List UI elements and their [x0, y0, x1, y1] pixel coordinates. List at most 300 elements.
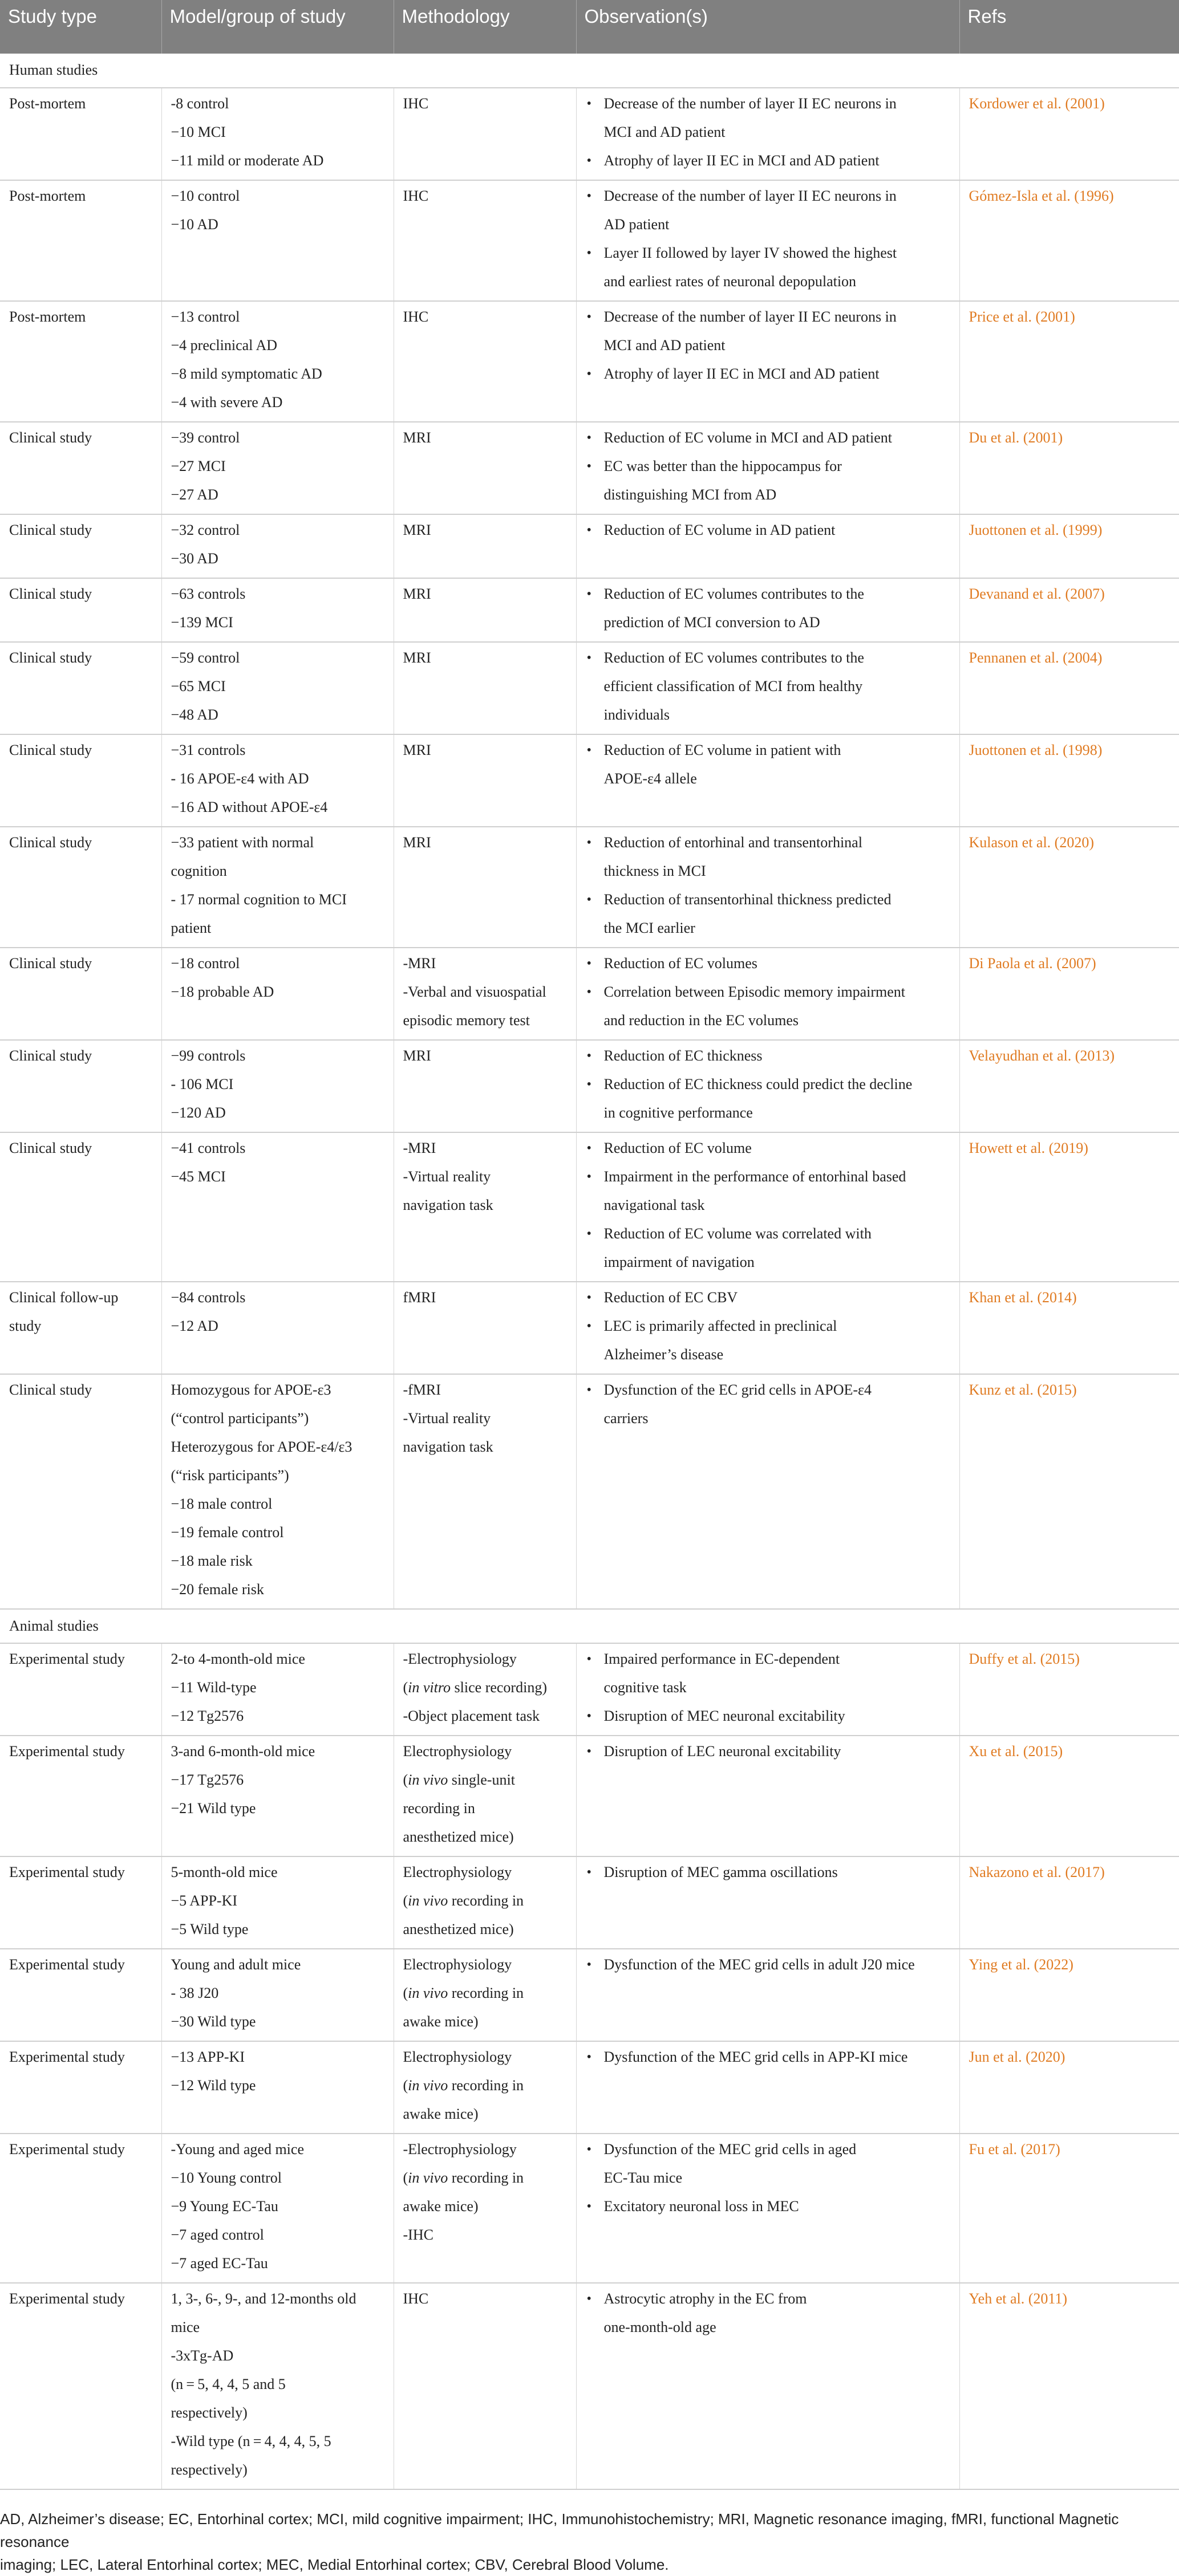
methodology-cell	[394, 734, 576, 827]
observation-line: Decrease of the number of layer II EC neurons in	[603, 308, 897, 325]
methodology-line: (in vivo recording in	[403, 2077, 524, 2094]
model-cell	[161, 2283, 394, 2489]
methodology-line: -Virtual reality	[403, 1410, 491, 1427]
model-line: −16 AD without APOE-ε4	[171, 799, 328, 815]
table-header	[0, 0, 1179, 54]
model-line: −31 controls	[171, 742, 246, 758]
model-line: −33 patient with normal	[171, 834, 314, 851]
observations-cell	[576, 948, 959, 1040]
methodology-cell	[394, 1282, 576, 1374]
table-row	[0, 1132, 1179, 1282]
methodology-line: IHC	[403, 95, 429, 112]
refs-cell	[959, 734, 1179, 827]
model-line: −7 aged control	[171, 2226, 264, 2243]
study-type-cell	[0, 827, 161, 948]
methodology-cell	[394, 2283, 576, 2489]
reference-link[interactable]: Juottonen et al. (1999)	[969, 522, 1103, 538]
model-line: −63 controls	[171, 586, 246, 602]
observation-item	[586, 1951, 950, 1979]
methodology-line: -Electrophysiology	[403, 2141, 517, 2157]
observation-line: Reduction of EC volumes	[603, 955, 757, 972]
study-type-cell	[0, 88, 161, 180]
table-row	[0, 948, 1179, 1040]
reference-link[interactable]: Kunz et al. (2015)	[969, 1382, 1077, 1398]
model-line: −10 Young control	[171, 2169, 282, 2186]
observation-line: Reduction of EC thickness	[603, 1047, 763, 1064]
refs-cell	[959, 1040, 1179, 1132]
model-line: 3-and 6-month-old mice	[171, 1743, 315, 1760]
model-line: −10 MCI	[171, 124, 226, 140]
methodology-cell	[394, 2134, 576, 2283]
observation-line: Atrophy of layer II EC in MCI and AD patient	[603, 365, 880, 382]
observation-line: Reduction of EC volume in patient with	[603, 742, 841, 758]
table-row	[0, 734, 1179, 827]
observation-line: MCI and AD patient	[603, 337, 726, 354]
model-line: −59 control	[171, 649, 240, 666]
refs-cell	[959, 180, 1179, 301]
study-type-line: Clinical study	[9, 1140, 92, 1156]
model-line: −30 Wild type	[171, 2013, 256, 2030]
bullet-icon: •	[586, 1141, 591, 1156]
observation-line: Dysfunction of the MEC grid cells in aged	[603, 2141, 857, 2157]
observation-item	[586, 978, 950, 1035]
study-type-line: Clinical study	[9, 429, 92, 446]
methodology-cell	[394, 1374, 576, 1609]
methodology-line: -MRI	[403, 955, 436, 972]
refs-cell	[959, 301, 1179, 422]
bullet-icon: •	[586, 367, 591, 381]
observation-line: Reduction of transentorhinal thickness predicted	[603, 891, 892, 908]
model-line: −32 control	[171, 522, 240, 538]
model-cell	[161, 422, 394, 514]
observation-line: Decrease of the number of layer II EC neurons in	[603, 95, 897, 112]
table-row	[0, 422, 1179, 514]
observation-line: navigational task	[603, 1197, 705, 1213]
methodology-line: -Verbal and visuospatial	[403, 984, 546, 1000]
observation-list	[586, 182, 950, 296]
study-type-line: Experimental study	[9, 1743, 125, 1760]
study-type-cell	[0, 1856, 161, 1949]
model-line: -8 control	[171, 95, 229, 112]
model-line: −21 Wild type	[171, 1800, 256, 1817]
reference-link[interactable]: Xu et al. (2015)	[969, 1743, 1063, 1760]
header-study-type: Study type	[0, 0, 161, 54]
study-type-line: Clinical follow-up	[9, 1289, 119, 1306]
observation-list	[586, 303, 950, 388]
model-line: −19 female control	[171, 1524, 284, 1541]
observation-item	[586, 580, 950, 637]
refs-cell	[959, 2134, 1179, 2283]
refs-cell	[959, 2041, 1179, 2134]
bullet-icon: •	[586, 523, 591, 538]
model-cell	[161, 180, 394, 301]
methodology-cell	[394, 1949, 576, 2041]
bullet-icon: •	[586, 2050, 591, 2065]
observation-item	[586, 644, 950, 729]
observation-list	[586, 736, 950, 793]
reference-link[interactable]: Yeh et al. (2011)	[969, 2290, 1068, 2307]
model-line: cognition	[171, 863, 227, 879]
methodology-line: anesthetized mice)	[403, 1829, 514, 1845]
refs-cell	[959, 1643, 1179, 1736]
model-cell	[161, 1736, 394, 1856]
methodology-line: IHC	[403, 188, 429, 204]
observation-line: one-month-old age	[603, 2319, 716, 2335]
model-cell	[161, 2134, 394, 2283]
observation-item	[586, 303, 950, 360]
model-line: Heterozygous for APOE-ε4/ε3	[171, 1439, 353, 1455]
observation-item	[586, 424, 950, 452]
study-type-line: Clinical study	[9, 522, 92, 538]
observation-line: in cognitive performance	[603, 1104, 753, 1121]
observation-list	[586, 1645, 950, 1730]
bullet-icon: •	[586, 587, 591, 602]
model-line: −65 MCI	[171, 678, 226, 694]
table-row	[0, 1040, 1179, 1132]
model-line: −5 Wild type	[171, 1921, 249, 1937]
observations-cell	[576, 734, 959, 827]
refs-cell	[959, 88, 1179, 180]
reference-link[interactable]: Jun et al. (2020)	[969, 2049, 1065, 2065]
study-type-line: Experimental study	[9, 2290, 125, 2307]
methodology-line: Electrophysiology	[403, 1956, 512, 1973]
table-row	[0, 1736, 1179, 1856]
observation-line: and earliest rates of neuronal depopulation	[603, 273, 857, 290]
observations-cell	[576, 642, 959, 734]
model-line: - 17 normal cognition to MCI	[171, 891, 347, 908]
model-line: −18 control	[171, 955, 240, 972]
table-row	[0, 1374, 1179, 1609]
model-line: −139 MCI	[171, 614, 233, 631]
observation-list	[586, 1951, 950, 1979]
observation-line: Correlation between Episodic memory impairment	[603, 984, 906, 1000]
observation-line: the MCI earlier	[603, 920, 695, 936]
model-line: 5-month-old mice	[171, 1864, 278, 1880]
refs-cell	[959, 514, 1179, 578]
methodology-line: -Object placement task	[403, 1708, 540, 1724]
study-type-cell	[0, 2134, 161, 2283]
methodology-line: IHC	[403, 308, 429, 325]
observation-item	[586, 1283, 950, 1312]
observation-list	[586, 580, 950, 637]
observation-list	[586, 1042, 950, 1127]
refs-cell	[959, 642, 1179, 734]
methodology-line: awake mice)	[403, 2198, 479, 2215]
observation-list	[586, 1376, 950, 1433]
methodology-line: anesthetized mice)	[403, 1921, 514, 1937]
section-row	[0, 1609, 1179, 1643]
methodology-line: Electrophysiology	[403, 1743, 512, 1760]
model-line: 1, 3-, 6-, 9-, and 12-months old	[171, 2290, 356, 2307]
bullet-icon: •	[586, 246, 591, 261]
reference-link[interactable]: Fu et al. (2017)	[969, 2141, 1060, 2157]
model-line: −12 AD	[171, 1318, 218, 1334]
observation-line: EC was better than the hippocampus for	[603, 458, 842, 474]
observations-cell	[576, 578, 959, 642]
observations-cell	[576, 2041, 959, 2134]
study-type-line: Experimental study	[9, 1651, 125, 1667]
observation-line: carriers	[603, 1410, 649, 1427]
bullet-icon: •	[586, 153, 591, 168]
observation-line: MCI and AD patient	[603, 124, 726, 140]
methodology-line: -fMRI	[403, 1382, 441, 1398]
observation-line: Disruption of LEC neuronal excitability	[603, 1743, 841, 1760]
methodology-cell	[394, 301, 576, 422]
observation-item	[586, 1737, 950, 1766]
header-model: Model/group of study	[161, 0, 394, 54]
observation-item	[586, 2285, 950, 2342]
methodology-line: (in vivo recording in	[403, 1985, 524, 2001]
model-cell	[161, 1856, 394, 1949]
model-line: −17 Tg2576	[171, 1771, 244, 1788]
bullet-icon: •	[586, 1169, 591, 1184]
refs-cell	[959, 578, 1179, 642]
model-line: 2-to 4-month-old mice	[171, 1651, 305, 1667]
model-line: (“control participants”)	[171, 1410, 309, 1427]
study-type-cell	[0, 2283, 161, 2489]
observations-cell	[576, 2283, 959, 2489]
model-cell	[161, 642, 394, 734]
study-type-line: study	[9, 1318, 42, 1334]
study-type-line: Experimental study	[9, 2049, 125, 2065]
table-row	[0, 301, 1179, 422]
refs-cell	[959, 1282, 1179, 1374]
model-cell	[161, 301, 394, 422]
reference-link[interactable]: Velayudhan et al. (2013)	[969, 1047, 1115, 1064]
observation-line: Impaired performance in EC-dependent	[603, 1651, 840, 1667]
bullet-icon: •	[586, 1383, 591, 1397]
observation-list	[586, 1283, 950, 1369]
methodology-line: -Virtual reality	[403, 1168, 491, 1185]
model-line: −8 mild symptomatic AD	[171, 365, 322, 382]
methodology-line: IHC	[403, 2290, 429, 2307]
refs-cell	[959, 1856, 1179, 1949]
observation-item	[586, 1376, 950, 1433]
observations-cell	[576, 1736, 959, 1856]
model-line: Young and adult mice	[171, 1956, 301, 1973]
observation-item	[586, 182, 950, 239]
model-line: −18 male risk	[171, 1553, 253, 1569]
model-line: - 16 APOE-ε4 with AD	[171, 770, 309, 787]
methodology-line: -MRI	[403, 1140, 436, 1156]
model-cell	[161, 1282, 394, 1374]
study-type-cell	[0, 1736, 161, 1856]
observation-line: Astrocytic atrophy in the EC from	[603, 2290, 807, 2307]
model-line: patient	[171, 920, 212, 936]
observation-line: EC-Tau mice	[603, 2169, 683, 2186]
methodology-cell	[394, 1643, 576, 1736]
bullet-icon: •	[586, 2291, 591, 2306]
observation-line: distinguishing MCI from AD	[603, 486, 777, 503]
bullet-icon: •	[586, 1077, 591, 1092]
observation-line: efficient classification of MCI from healthy	[603, 678, 863, 694]
methodology-line: MRI	[403, 649, 431, 666]
study-type-line: Post-mortem	[9, 308, 86, 325]
refs-cell	[959, 1132, 1179, 1282]
bullet-icon: •	[586, 310, 591, 324]
model-line: −99 controls	[171, 1047, 246, 1064]
study-type-cell	[0, 1643, 161, 1736]
methodology-line: -IHC	[403, 2226, 433, 2243]
study-type-line: Clinical study	[9, 1047, 92, 1064]
study-type-line: Clinical study	[9, 649, 92, 666]
study-type-line: Clinical study	[9, 834, 92, 851]
reference-link[interactable]: Duffy et al. (2015)	[969, 1651, 1080, 1667]
reference-link[interactable]: Kulason et al. (2020)	[969, 834, 1095, 851]
bullet-icon: •	[586, 1709, 591, 1724]
model-cell	[161, 1374, 394, 1609]
model-line: −10 control	[171, 188, 240, 204]
methodology-cell	[394, 1856, 576, 1949]
observation-item	[586, 1070, 950, 1127]
model-line: Homozygous for APOE-ε3	[171, 1382, 331, 1398]
model-line: −18 probable AD	[171, 984, 274, 1000]
bullet-icon: •	[586, 892, 591, 907]
observation-item	[586, 949, 950, 978]
table-row	[0, 578, 1179, 642]
methodology-line: (in vivo recording in	[403, 1892, 524, 1909]
observation-line: prediction of MCI conversion to AD	[603, 614, 820, 631]
observations-cell	[576, 1374, 959, 1609]
bullet-icon: •	[586, 1865, 591, 1880]
methodology-cell	[394, 1040, 576, 1132]
model-cell	[161, 948, 394, 1040]
reference-link[interactable]: Gómez-Isla et al. (1996)	[969, 188, 1114, 204]
observation-line: Reduction of EC volume in MCI and AD patient	[603, 429, 892, 446]
header-row	[0, 0, 1179, 54]
methodology-line: MRI	[403, 586, 431, 602]
bullet-icon: •	[586, 985, 591, 999]
methodology-line: navigation task	[403, 1197, 493, 1213]
observation-line: Alzheimer’s disease	[603, 1346, 724, 1363]
observations-cell	[576, 422, 959, 514]
reference-link[interactable]: Pennanen et al. (2004)	[969, 649, 1103, 666]
observation-item	[586, 1220, 950, 1277]
model-line: −12 Wild type	[171, 2077, 256, 2094]
observations-cell	[576, 514, 959, 578]
methodology-cell	[394, 88, 576, 180]
model-line: −84 controls	[171, 1289, 246, 1306]
reference-link[interactable]: Juottonen et al. (1998)	[969, 742, 1103, 758]
study-type-cell	[0, 1040, 161, 1132]
reference-link[interactable]: Kordower et al. (2001)	[969, 95, 1105, 112]
bullet-icon: •	[586, 1049, 591, 1063]
study-type-line: Experimental study	[9, 2141, 125, 2157]
reference-link[interactable]: Di Paola et al. (2007)	[969, 955, 1096, 972]
observations-cell	[576, 1856, 959, 1949]
observation-item	[586, 2043, 950, 2071]
reference-link[interactable]: Price et al. (2001)	[969, 308, 1075, 325]
methodology-cell	[394, 642, 576, 734]
bullet-icon: •	[586, 956, 591, 971]
observations-cell	[576, 1040, 959, 1132]
section-row	[0, 54, 1179, 88]
observation-line: Dysfunction of the MEC grid cells in adult J20 mice	[603, 1956, 915, 1973]
observation-line: Reduction of EC volume in AD patient	[603, 522, 836, 538]
model-line: −20 female risk	[171, 1581, 264, 1598]
refs-cell	[959, 422, 1179, 514]
reference-link[interactable]: Howett et al. (2019)	[969, 1140, 1088, 1156]
reference-link[interactable]: Khan et al. (2014)	[969, 1289, 1077, 1306]
observation-line: Layer II followed by layer IV showed the highest	[603, 245, 897, 261]
model-line: −12 Tg2576	[171, 1708, 244, 1724]
observation-list	[586, 644, 950, 729]
bullet-icon: •	[586, 189, 591, 204]
model-line: −4 with severe AD	[171, 394, 283, 411]
model-line: −4 preclinical AD	[171, 337, 277, 354]
methodology-line: MRI	[403, 429, 431, 446]
bullet-icon: •	[586, 459, 591, 474]
methodology-cell	[394, 948, 576, 1040]
table-footnote	[0, 2508, 1175, 2576]
methodology-cell	[394, 422, 576, 514]
model-line: - 106 MCI	[171, 1076, 234, 1092]
reference-link[interactable]: Devanand et al. (2007)	[969, 586, 1105, 602]
observation-list	[586, 424, 950, 509]
study-type-line: Clinical study	[9, 586, 92, 602]
observation-line: impairment of navigation	[603, 1254, 755, 1270]
observation-line: Disruption of MEC gamma oscillations	[603, 1864, 838, 1880]
methodology-line: navigation task	[403, 1439, 493, 1455]
model-cell	[161, 1040, 394, 1132]
observation-line: APOE-ε4 allele	[603, 770, 697, 787]
methodology-line: MRI	[403, 834, 431, 851]
observation-item	[586, 2192, 950, 2221]
bullet-icon: •	[586, 1319, 591, 1334]
observation-item	[586, 1645, 950, 1702]
observations-cell	[576, 2134, 959, 2283]
study-type-line: Clinical study	[9, 955, 92, 972]
methodology-line: MRI	[403, 522, 431, 538]
footnote-line: AD, Alzheimer’s disease; EC, Entorhinal cortex; MCI, mild cognitive impairment; IHC, Immunohistochemistry; MRI, Magnetic resonance imaging, fMRI, functional Magnetic resonance	[0, 2510, 1119, 2550]
model-cell	[161, 827, 394, 948]
reference-link[interactable]: Nakazono et al. (2017)	[969, 1864, 1105, 1880]
refs-cell	[959, 827, 1179, 948]
observation-list	[586, 1134, 950, 1277]
reference-link[interactable]: Du et al. (2001)	[969, 429, 1063, 446]
study-type-cell	[0, 1132, 161, 1282]
model-line: mice	[171, 2319, 200, 2335]
model-line: −41 controls	[171, 1140, 246, 1156]
reference-link[interactable]: Ying et al. (2022)	[969, 1956, 1073, 1973]
table-row	[0, 1856, 1179, 1949]
observation-line: Impairment in the performance of entorhinal based	[603, 1168, 906, 1185]
methodology-line: (in vivo recording in	[403, 2169, 524, 2186]
methodology-cell	[394, 578, 576, 642]
study-type-line: Experimental study	[9, 1864, 125, 1880]
model-line: respectively)	[171, 2404, 248, 2421]
study-type-cell	[0, 948, 161, 1040]
methodology-line: (in vivo single-unit	[403, 1771, 515, 1788]
observation-line: and reduction in the EC volumes	[603, 1012, 799, 1029]
observation-item	[586, 1702, 950, 1730]
observation-list	[586, 90, 950, 175]
observation-line: Reduction of entorhinal and transentorhinal	[603, 834, 862, 851]
model-cell	[161, 514, 394, 578]
model-line: −11 mild or moderate AD	[171, 152, 324, 169]
study-type-cell	[0, 642, 161, 734]
bullet-icon: •	[586, 1652, 591, 1667]
observation-item	[586, 90, 950, 147]
methodology-cell	[394, 2041, 576, 2134]
bullet-icon: •	[586, 2142, 591, 2157]
observations-cell	[576, 1949, 959, 2041]
observation-line: Reduction of EC thickness could predict the decline	[603, 1076, 913, 1092]
study-type-cell	[0, 301, 161, 422]
observation-item	[586, 360, 950, 388]
methodology-cell	[394, 827, 576, 948]
study-type-cell	[0, 180, 161, 301]
